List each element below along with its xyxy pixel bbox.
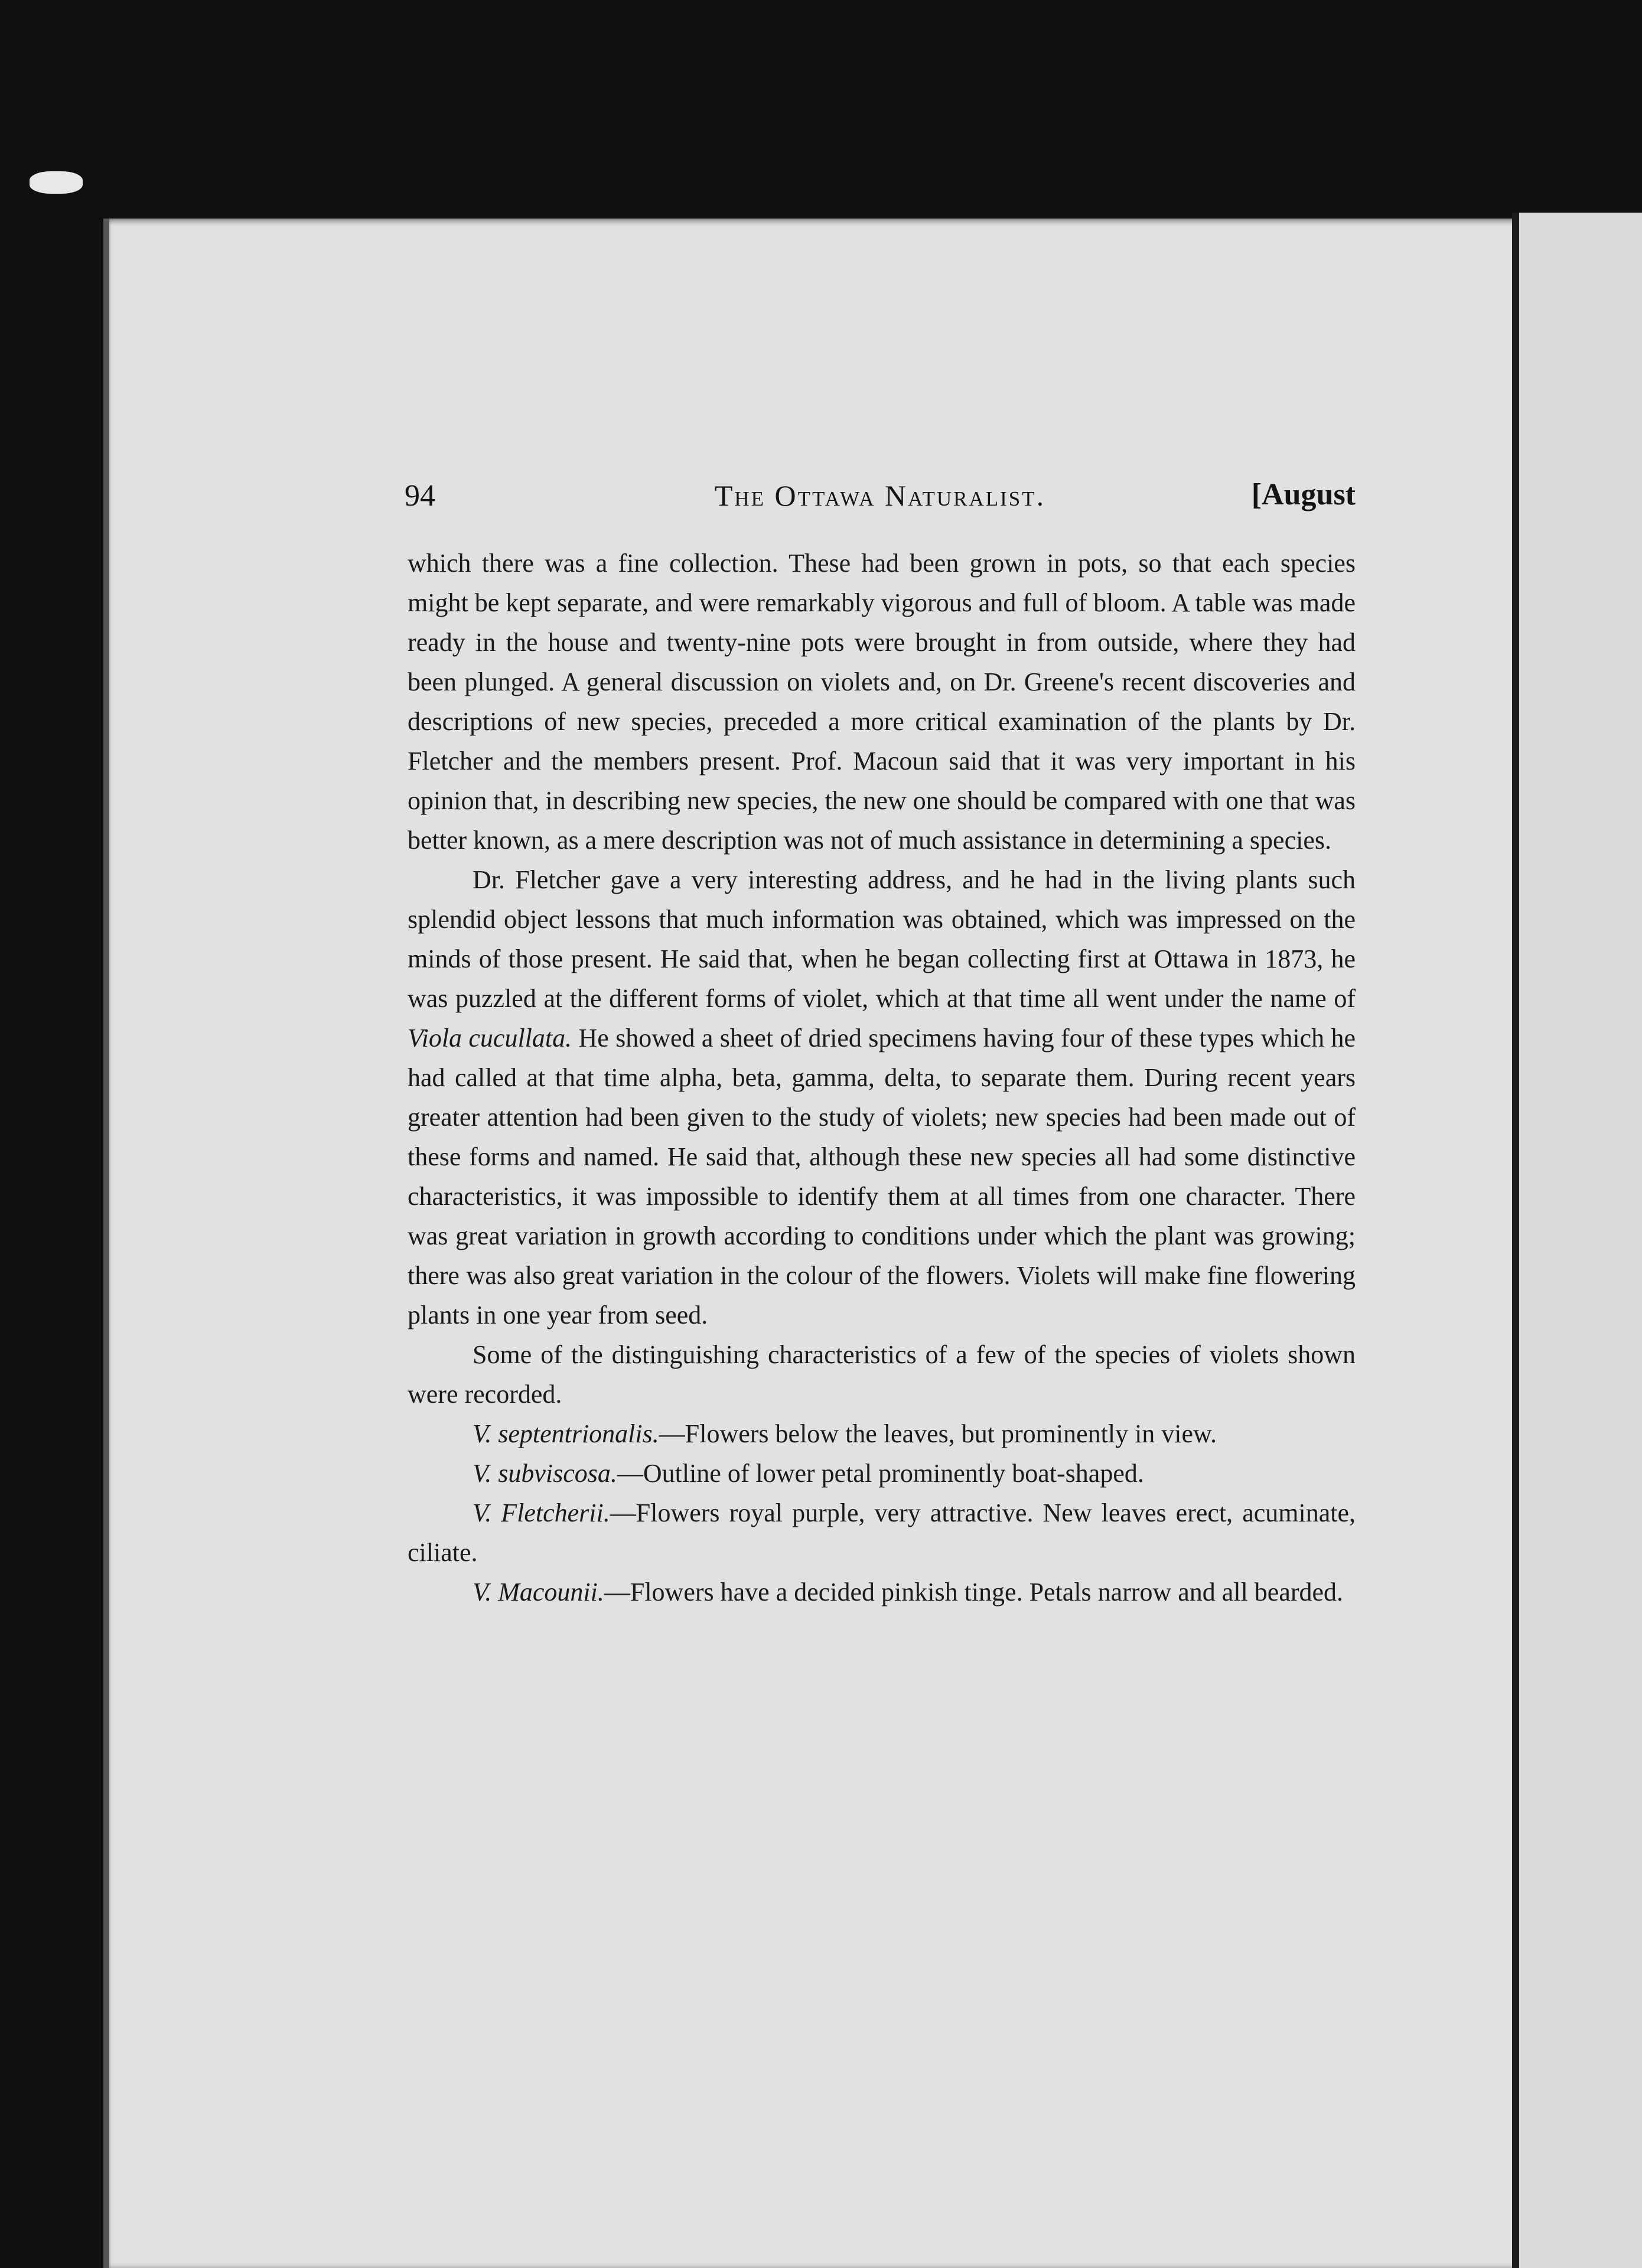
paragraph-text: He showed a sheet of dried specimens having four of these types which he had called at that time alpha, beta, gamma, delta, to separate them. During recent years greater attention had been given to the study of violets; new species had been made out of these forms and named. He said that, although these new species all had some distinctive characteristics, it was impossible to identify them at all times from one character. There was great variation in growth according to conditions under which the plant was growing; there was also great variation in the colour of the flowers. Violets will make fine flowering plants in one year from seed. [408, 1024, 1356, 1329]
species-description: —Flowers royal purple, very attractive. New leaves erect, acuminate, ciliate. [408, 1498, 1356, 1567]
species-name: V. subviscosa. [473, 1459, 617, 1488]
paragraph-characteristics-intro: Some of the distinguishing characteristics of a few of the species of violets shown were recorded. [408, 1340, 1356, 1409]
article-body [408, 543, 1356, 1612]
scan-speck [30, 171, 83, 194]
species-description: —Outline of lower petal prominently boat-shaped. [617, 1459, 1144, 1488]
paragraph-text: Dr. Fletcher gave a very interesting address, and he had in the living plants such splendid object lessons that much information was obtained, which was impressed on the minds of those present. He said that, when he began collecting first at Ottawa in 1873, he was puzzled at the different forms of violet, which at that time all went under the name of [408, 865, 1356, 1013]
paragraph-continued: which there was a fine collection. These had been grown in pots, so that each species might be kept separate, and were remarkably vigorous and full of bloom. A table was made ready in the house and twenty-nine pots were brought in from outside, where they had been plunged. A general discussion on violets and, on Dr. Greene's recent discoveries and descriptions of new species, preceded a more critical examination of the plants by Dr. Fletcher and the members present. Prof. Macoun said that it was very important in his opinion that, in describing new species, the new one should be compared with one that was better known, as a mere description was not of much assistance in determining a species. [408, 549, 1356, 855]
page-gutter-edge [1512, 213, 1519, 2268]
running-header [405, 472, 1356, 520]
species-entry [408, 1414, 1356, 1454]
species-entry [408, 1572, 1356, 1612]
species-name: V. septentrionalis. [473, 1419, 659, 1448]
species-description: —Flowers have a decided pinkish tinge. Petals narrow and all bearded. [604, 1578, 1344, 1606]
species-name: V. Macounii. [473, 1578, 604, 1606]
species-entry [408, 1493, 1356, 1572]
paragraph-fletcher-address [408, 860, 1356, 1335]
species-name: V. Fletcherii. [473, 1498, 610, 1527]
page-number: 94 [405, 479, 435, 513]
facing-page-edge [1519, 213, 1642, 2268]
species-entry [408, 1454, 1356, 1493]
issue-month: [August [1251, 478, 1356, 511]
page-left-shadow [103, 219, 109, 2268]
species-description: —Flowers below the leaves, but prominently in view. [659, 1419, 1217, 1448]
species-name-italic: Viola cucullata. [408, 1024, 572, 1052]
journal-title: The Ottawa Naturalist. [714, 479, 1046, 512]
